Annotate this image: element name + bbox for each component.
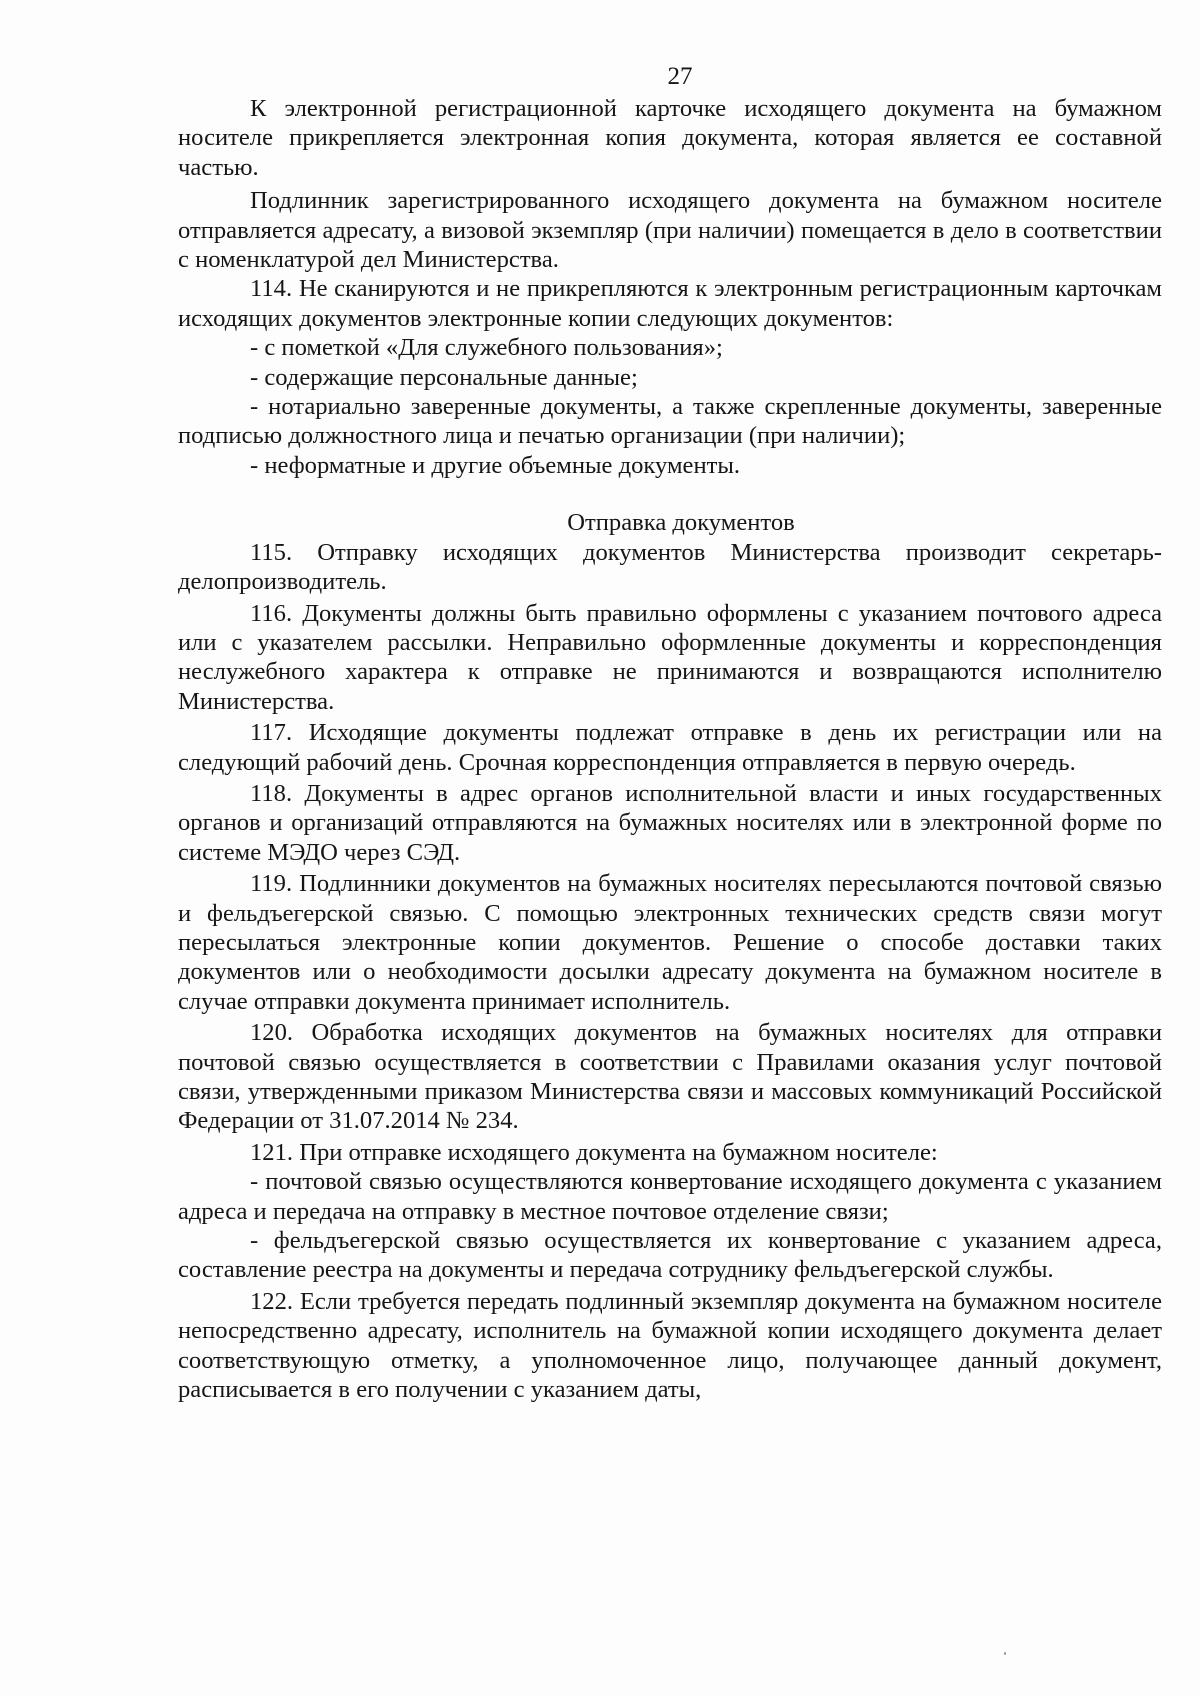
paragraph-118: 118. Документы в адрес органов исполнительной власти и иных государственных органов и организаций отправляются на бумажных носителях или в электронной форме по системе МЭДО через СЭД. xyxy=(178,779,1162,866)
list-item-non-format: - неформатные и другие объемные документы. xyxy=(250,451,741,479)
paragraph-117: 117. Исходящие документы подлежат отправке в день их регистрации или на следующий рабочий день. Срочная корреспонденция отправляется в первую очередь. xyxy=(178,719,1162,776)
document-body xyxy=(178,94,1162,1404)
list-item-for-official-use: - с пометкой «Для служебного пользования»; xyxy=(250,334,723,362)
paragraph-116: 116. Документы должны быть правильно оформлены с указанием почтового адреса или с указателем рассылки. Неправильно оформленные документы и корреспонденция неслужебного характера к отправке не принимаются и возвращаются исполнителю Министерства. xyxy=(178,599,1162,715)
paragraph-electronic-card: К электронной регистрационной карточке исходящего документа на бумажном носителе прикрепляется электронная копия документа, которая является ее составной частью. xyxy=(178,95,1162,181)
list-item-personal-data: - содержащие персональные данные; xyxy=(250,363,638,391)
paragraph-122: 122. Если требуется передать подлинный экземпляр документа на бумажном носителе непосредственно адресату, исполнитель на бумажной копии исходящего документа делает соответствующую отметку, а уполномоченное лицо, получающее данный документ, расписывается в его получении с указанием даты, xyxy=(178,1287,1162,1404)
paragraph-original-document: Подлинник зарегистрированного исходящего документа на бумажном носителе отправляется адресату, а визовой экземпляр (при наличии) помещается в дело в соответствии с номенклатурой дел Министерства. xyxy=(178,187,1162,274)
page-number: 27 xyxy=(667,63,693,90)
paragraph-114: 114. Не сканируются и не прикрепляются к электронным регистрационным карточкам исходящих документов электронные копии следующих документов: xyxy=(178,275,1162,332)
list-item-courier: - фельдъегерской связью осуществляется их конвертование с указанием адреса, составление реестра на документы и передача сотруднику фельдъегерской службы. xyxy=(178,1227,1162,1284)
paragraph-120: 120. Обработка исходящих документов на бумажных носителях для отправки почтовой связью осуществляется в соответствии с Правилами оказания услуг почтовой связи, утвержденными приказом Министерства связи и массовых коммуникаций Российской Федерации от 31.07.2014 № 234. xyxy=(178,1019,1162,1135)
list-item-postal: - почтовой связью осуществляются конвертование исходящего документа с указанием адреса и передача на отправку в местное почтовое отделение связи; xyxy=(178,1168,1162,1225)
paragraph-115: 115. Отправку исходящих документов Министерства производит секретарь-делопроизводитель. xyxy=(178,538,1162,596)
list-item-notarized: - нотариально заверенные документы, а также скрепленные документы, заверенные подписью должностного лица и печатью организации (при наличии); xyxy=(178,393,1162,450)
scan-speck xyxy=(1004,1652,1006,1655)
paragraph-119: 119. Подлинники документов на бумажных носителях пересылаются почтовой связью и фельдъегерской связью. С помощью электронных технических средств связи могут пересылаться электронные копии документов. Решение о способе доставки таких документов или о необходимости досылки адресату документа на бумажном носителе в случае отправки документа принимает исполнитель. xyxy=(178,870,1162,1015)
paragraph-121: 121. При отправке исходящего документа на бумажном носителе: xyxy=(250,1138,938,1166)
section-heading: Отправка документов xyxy=(567,509,795,537)
